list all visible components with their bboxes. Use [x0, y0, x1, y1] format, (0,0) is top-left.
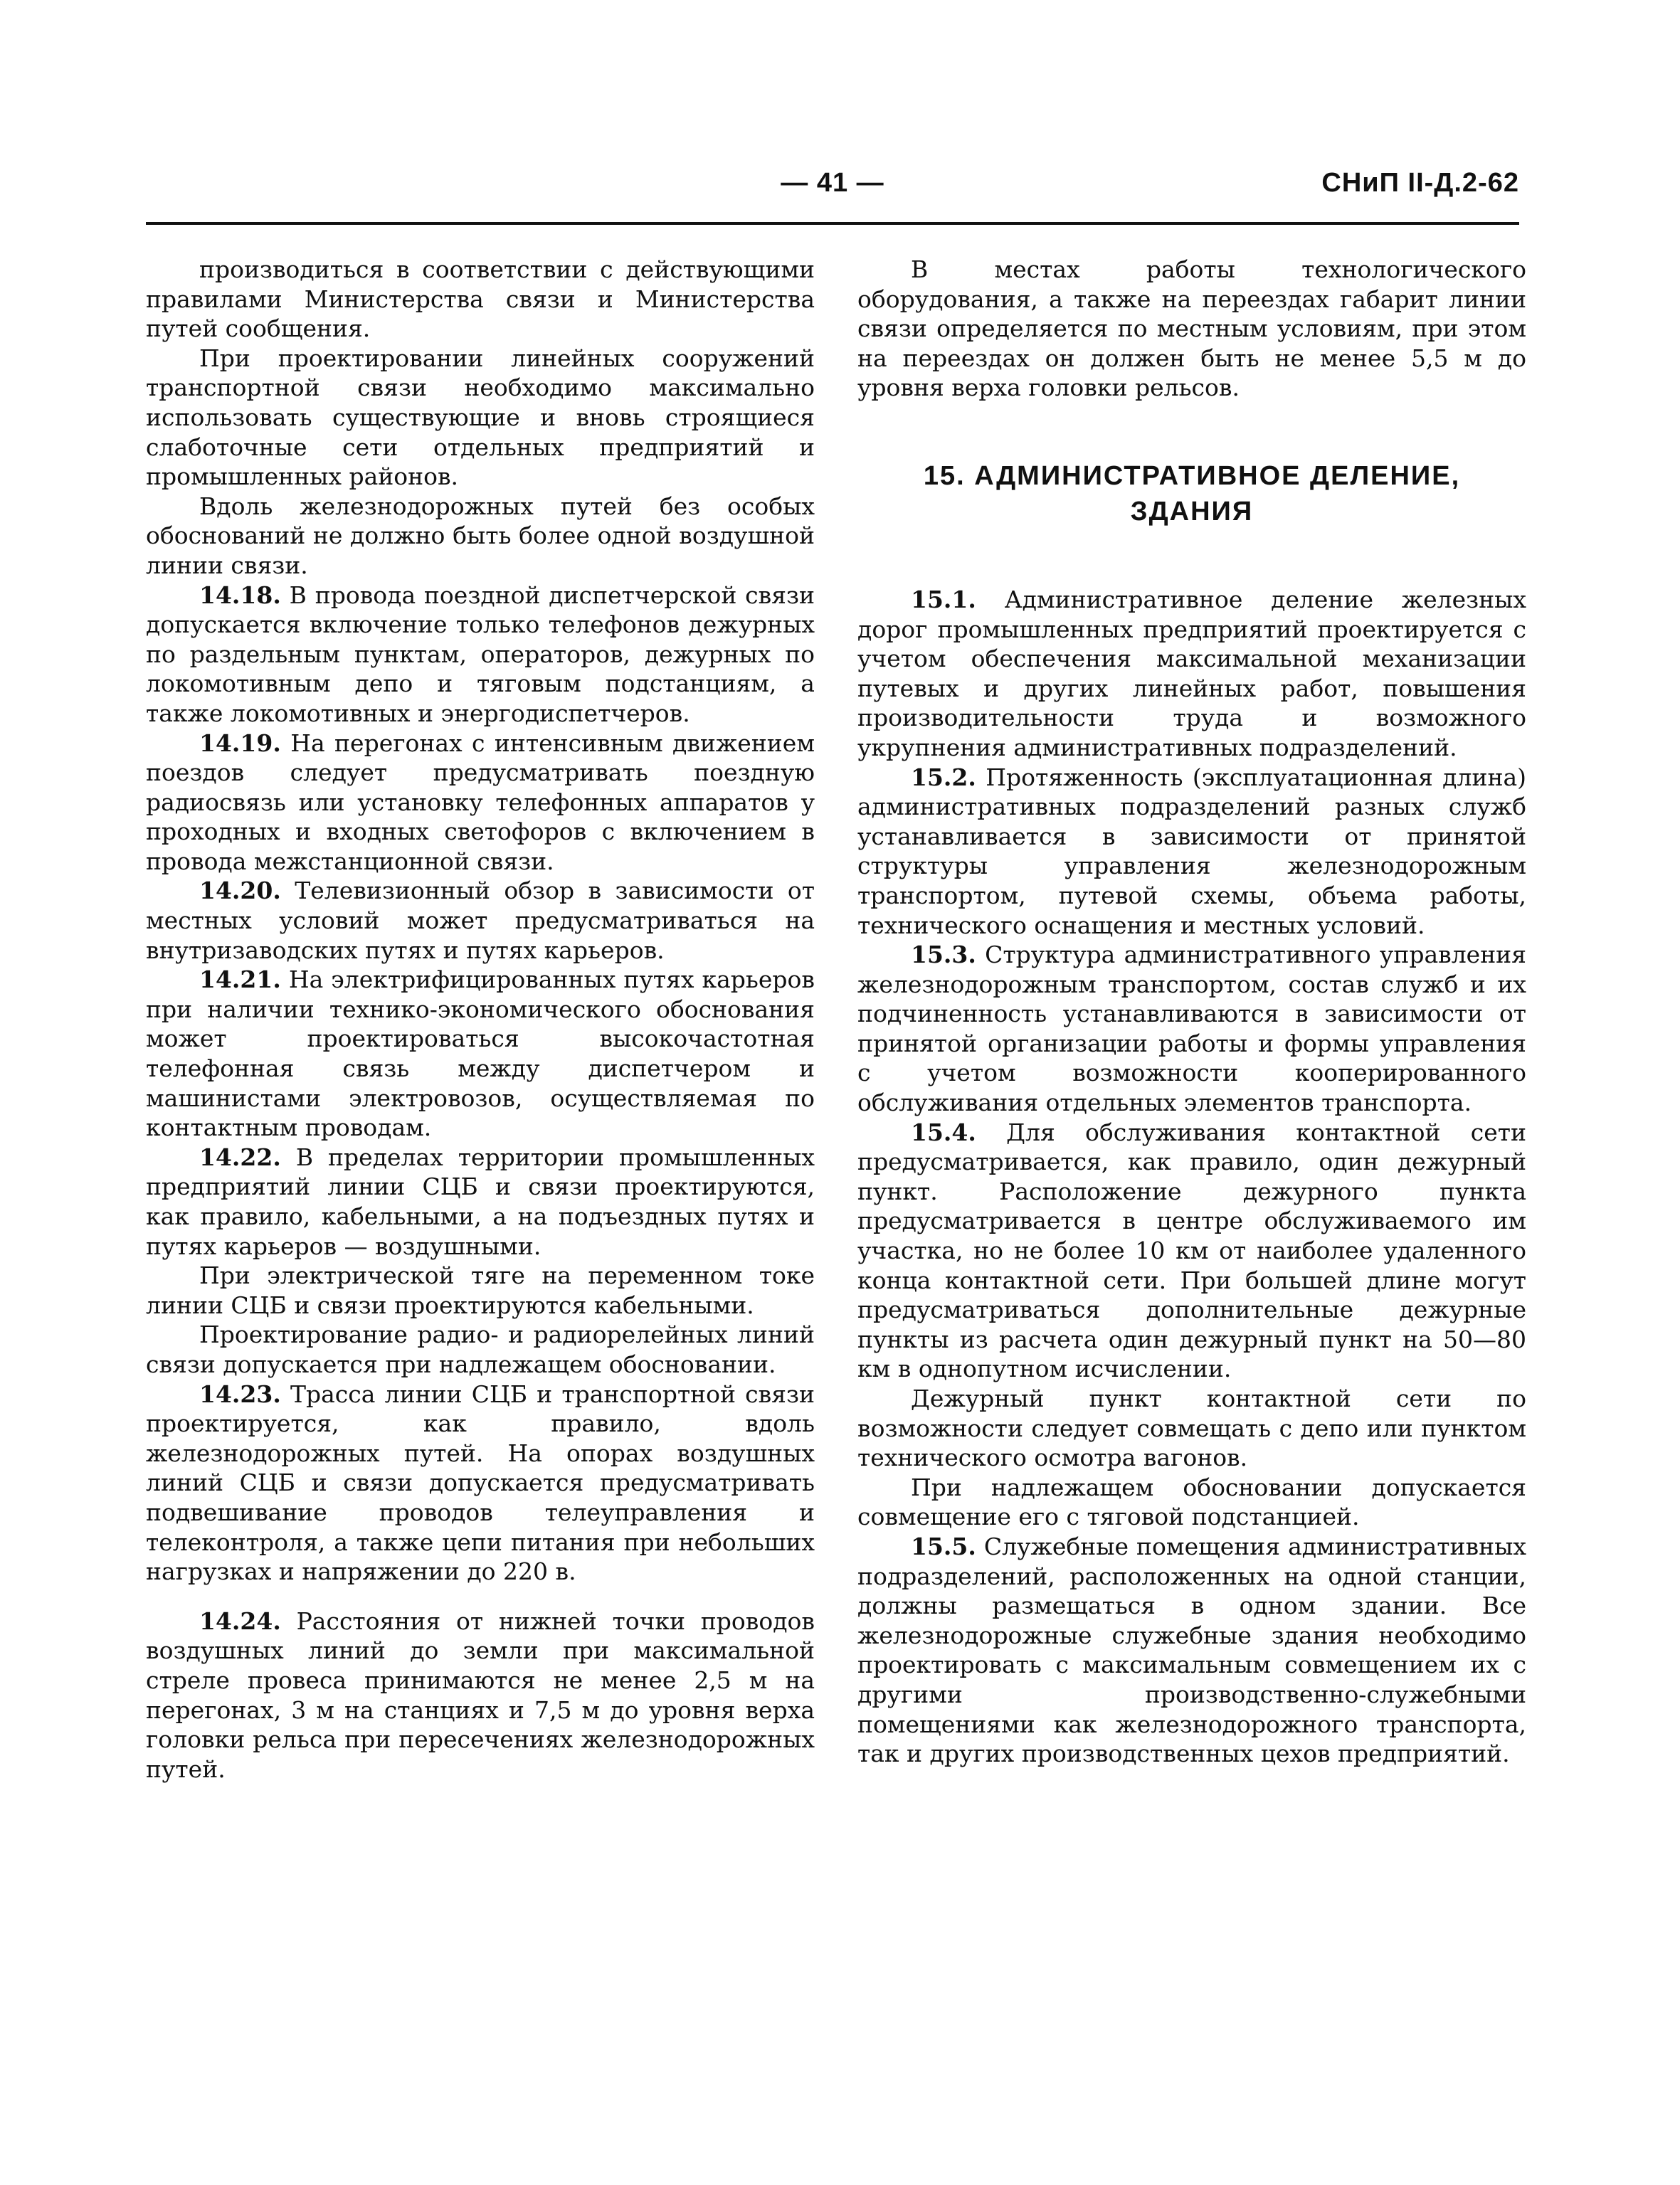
clause-14-20: 14.20. Телевизионный обзор в зависимости от местных условий может предусматриваться на внутризаводских путях и путях карьеров. — [146, 877, 815, 964]
section-heading-line: 15. АДМИНИСТРАТИВНОЕ ДЕЛЕНИЕ, — [923, 460, 1461, 491]
page-header — [146, 168, 1519, 218]
clause-14-22: 14.22. В пределах территории промышленных предприятий линии СЦБ и связи проектируются, как правило, кабельными, а на подъездных путях и путях карьеров — воздушными. — [146, 1143, 815, 1260]
clause-15-3: 15.3. Структура административного управления железнодорожным транспортом, состав служб и их подчиненность устанавливаются в зависимости от принятой организации работы и формы управления с учетом возможности кооперированного обслуживания отдельных элементов транспорта. — [857, 941, 1526, 1117]
paragraph: Вдоль железнодорожных путей без особых обоснований не должно быть более одной воздушной линии связи. — [146, 492, 815, 579]
clause-14-21: 14.21. На электрифицированных путях карьеров при наличии технико-экономического обоснования может проектироваться высокочастотная телефонная связь между диспетчером и машинистами электровозов, осуществляемая по контактным проводам. — [146, 965, 815, 1142]
clause-14-23: 14.23. Трасса линии СЦБ и транспортной связи проектируется, как правило, вдоль железнодорожных путей. На опорах воздушных линий СЦБ и связи допускается предусматривать подвешивание проводов телеуправления и телеконтроля, а также цепи питания при небольших нагрузках и напряжении до 220 в. — [146, 1380, 815, 1586]
document-code: СНиП II-Д.2-62 — [1321, 168, 1519, 198]
section-heading-line: ЗДАНИЯ — [1130, 496, 1254, 527]
right-column — [857, 255, 1526, 1769]
paragraph: производиться в соответствии с действующими правилами Министерства связи и Министерства путей сообщения. — [146, 255, 815, 343]
paragraph: В местах работы технологического оборудования, а также на переездах габарит линии связи определяется по местным условиям, при этом на переездах он должен быть не менее 5,5 м до уровня верха головки рельсов. — [857, 255, 1526, 402]
paragraph: При электрической тяге на переменном токе линии СЦБ и связи проектируются кабельными. — [146, 1261, 815, 1319]
paragraph: При проектировании линейных сооружений транспортной связи необходимо максимально использовать существующие и вновь строящиеся слаботочные сети отдельных предприятий и промышленных районов. — [146, 344, 815, 491]
clause-14-24: 14.24. Расстояния от нижней точки проводов воздушных линий до земли при максимальной стреле провеса принимаются не менее 2,5 м на перегонах, 3 м на станциях и 7,5 м до уровня верха головки рельса при пересечениях железнодорожных путей. — [146, 1607, 815, 1783]
clause-14-19: 14.19. На перегонах с интенсивным движением поездов следует предусматривать поездную радиосвязь или установку телефонных аппаратов у проходных и входных светофоров с включением в провода межстанционной связи. — [146, 729, 815, 875]
clause-15-1: 15.1. Административное деление железных дорог промышленных предприятий проектируется с учетом обеспечения максимальной механизации путевых и других линейных работ, повышения производительности труда и возможного укрупнения административных подразделений. — [857, 585, 1526, 761]
clause-15-4: 15.4. Для обслуживания контактной сети предусматривается, как правило, один дежурный пункт. Расположение дежурного пункта предусматривается в центре обслуживаемого им участка, но не более 10 км от наиболее удаленного конца контактной сети. При большей длине могут предусматриваться дополнительные дежурные пункты из расчета один дежурный пункт на 50—80 км в однопутном исчислении. — [857, 1118, 1526, 1383]
paragraph: Проектирование радио- и радиорелейных линий связи допускается при надлежащем обосновании. — [146, 1321, 815, 1378]
paragraph: Дежурный пункт контактной сети по возможности следует совмещать с депо или пунктом технического осмотра вагонов. — [857, 1385, 1526, 1472]
header-rule — [146, 222, 1519, 225]
section-heading — [857, 458, 1526, 529]
clause-15-5: 15.5. Служебные помещения административных подразделений, расположенных на одной станции, должны размещаться в одном здании. Все железнодорожные служебные здания необходимо проектировать с максимальным совмещением их с другими производственно-служебными помещениями как железнодорожного транспорта, так и других производственных цехов предприятий. — [857, 1532, 1526, 1768]
paragraph: При надлежащем обосновании допускается совмещение его с тяговой подстанцией. — [857, 1473, 1526, 1531]
clause-14-18: 14.18. В провода поездной диспетчерской связи допускается включение только телефонов дежурных по раздельным пунктам, операторов, дежурных по локомотивным депо и тяговым подстанциям, а также локомотивных и энергодиспетчеров. — [146, 581, 815, 727]
clause-15-2: 15.2. Протяженность (эксплуатационная длина) административных подразделений разных служб устанавливается в зависимости от принятой структуры управления железнодорожным транспортом, путевой схемы, объема работы, технического оснащения и местных условий. — [857, 763, 1526, 939]
page-number: — 41 — — [781, 168, 884, 198]
left-column — [146, 255, 815, 1784]
